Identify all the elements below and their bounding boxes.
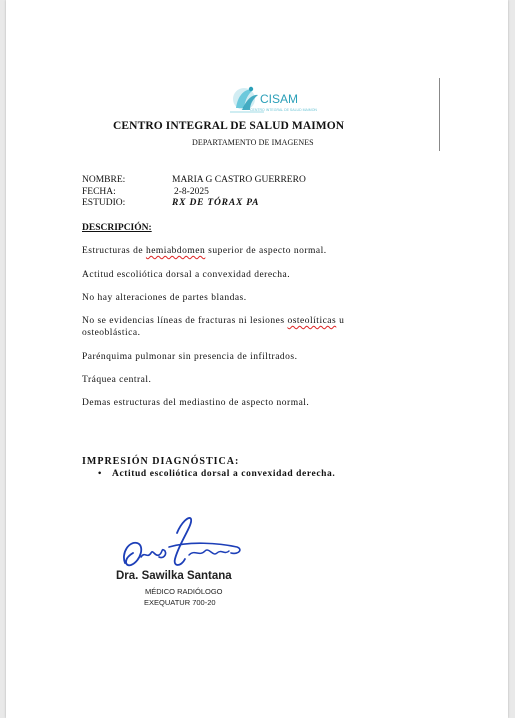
study-label: ESTUDIO: (82, 198, 126, 208)
impression-item (98, 469, 335, 479)
signature-exequatur: EXEQUATUR 700-20 (144, 598, 216, 607)
bullet-icon: • (98, 469, 102, 479)
handwritten-signature (119, 513, 249, 573)
logo-subtext: CENTRO INTEGRAL DE SALUD MAIMON (250, 108, 317, 112)
paragraph-text: No se evidencias líneas de fracturas ni lesiones (82, 316, 288, 326)
department-title: DEPARTAMENTO DE IMAGENES (192, 138, 314, 147)
signature-role: MÉDICO RADIÓLOGO (145, 587, 223, 596)
date-value: 2-8-2025 (174, 187, 209, 197)
description-paragraph: Tráquea central. (82, 375, 152, 385)
paragraph-text: u osteoblástica. (82, 316, 345, 338)
page-margin-line (439, 78, 440, 151)
logo-text: CISAM (260, 92, 299, 106)
description-heading: DESCRIPCIÓN: (82, 223, 152, 233)
misspelled-word: osteolíticas (287, 316, 337, 326)
paragraph-text: superior de aspecto normal. (205, 246, 327, 256)
description-paragraph: No hay alteraciones de partes blandas. (82, 293, 247, 303)
study-value: RX DE TÓRAX PA (172, 198, 260, 208)
paragraph-text: Estructuras de (82, 246, 146, 256)
center-title: CENTRO INTEGRAL DE SALUD MAIMON (113, 120, 345, 132)
impression-item-text: Actitud escoliótica dorsal a convexidad derecha. (112, 469, 336, 479)
signature-name: Dra. Sawilka Santana (116, 570, 232, 582)
date-label: FECHA: (82, 187, 116, 197)
description-paragraph: Actitud escoliótica dorsal a convexidad derecha. (82, 270, 291, 280)
description-paragraph: Demas estructuras del mediastino de aspecto normal. (82, 398, 310, 408)
document-page (6, 0, 508, 718)
impression-heading: IMPRESIÓN DIAGNÓSTICA: (82, 456, 240, 467)
name-value: MARIA G CASTRO GUERRERO (172, 175, 306, 185)
description-paragraph: Parénquima pulmonar sin presencia de infiltrados. (82, 352, 298, 362)
misspelled-word: hemiabdomen (145, 246, 206, 256)
description-paragraph (82, 246, 402, 258)
name-label: NOMBRE: (82, 175, 126, 185)
description-paragraph (82, 316, 392, 339)
